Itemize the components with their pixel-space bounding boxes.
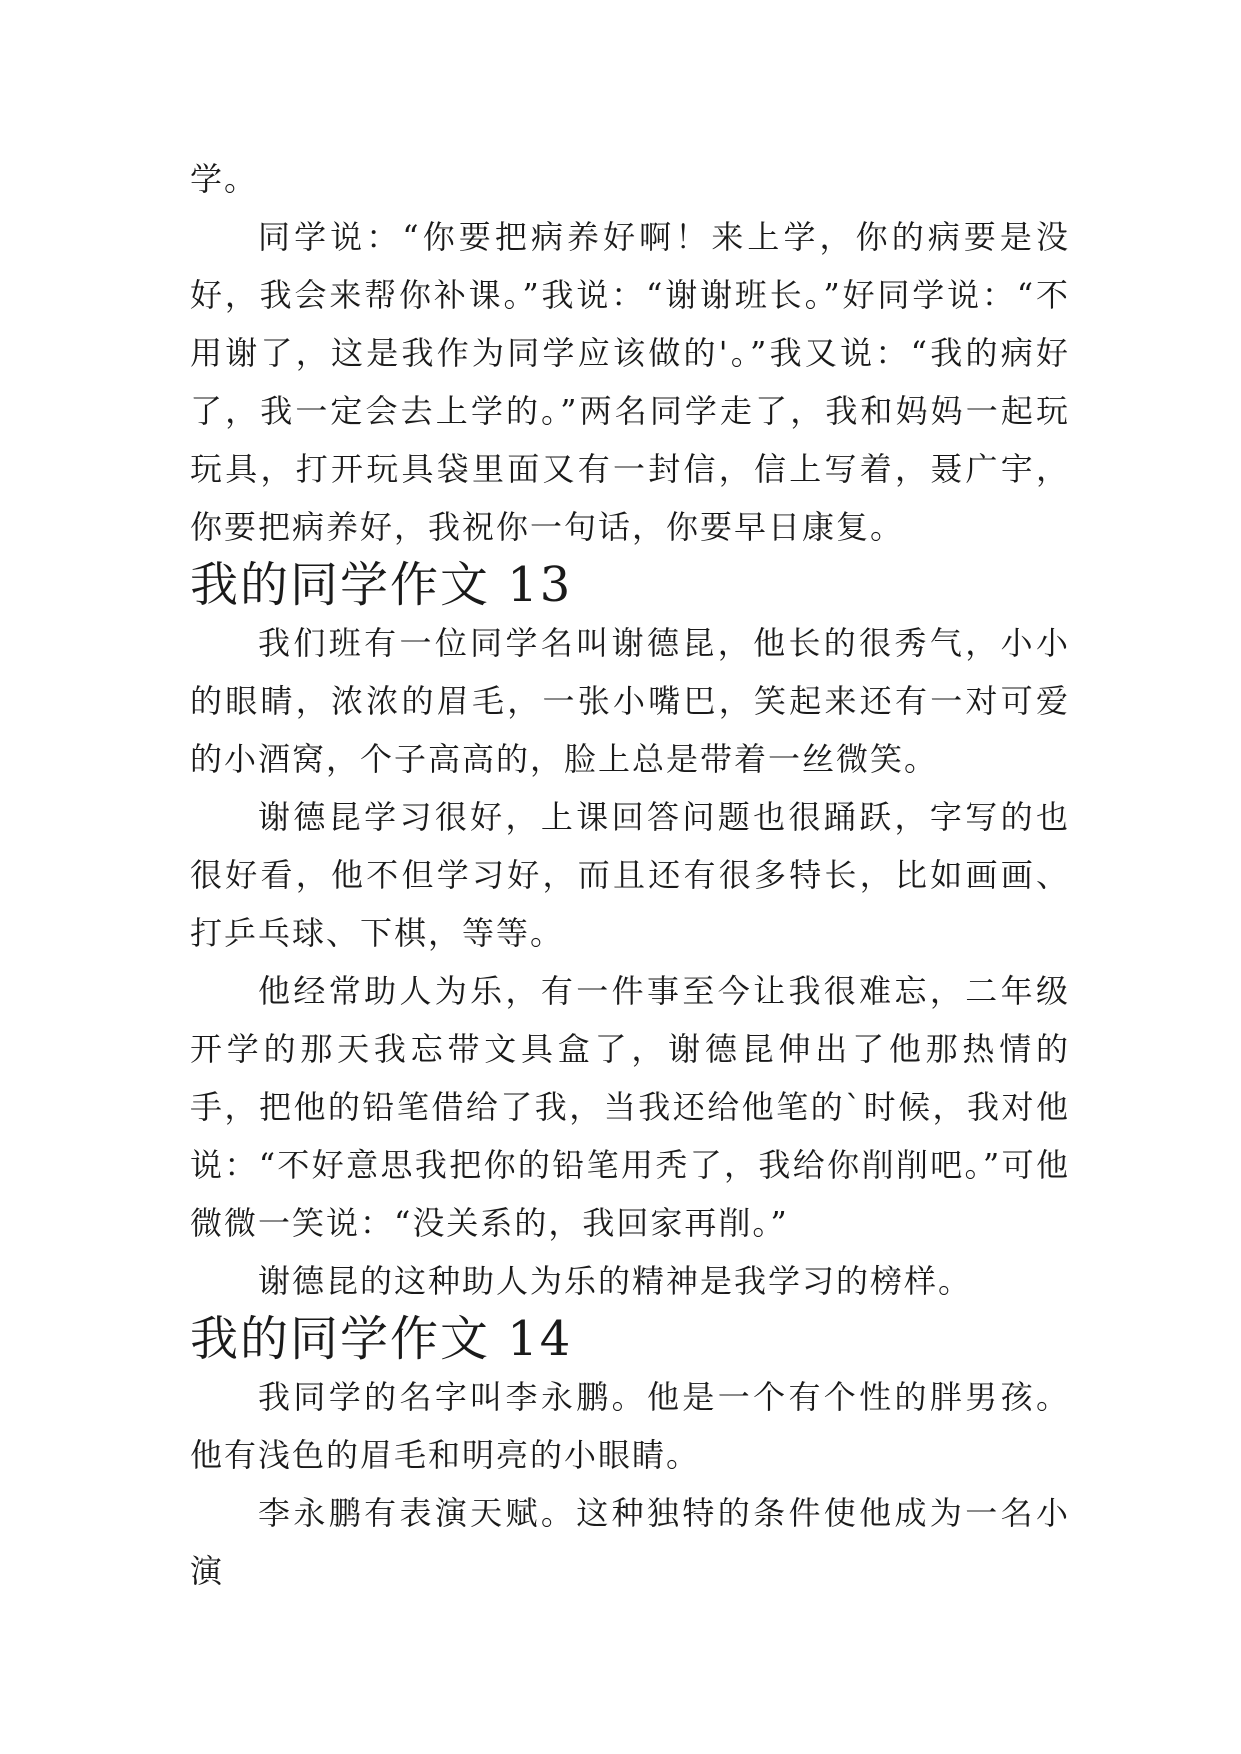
paragraph-description: 我们班有一位同学名叫谢德昆，他长的很秀气，小小的眼睛，浓浓的眉毛，一张小嘴巴，笑起来还有一对可爱的小酒窝，个子高高的，脸上总是带着一丝微笑。 <box>190 624 1070 778</box>
paragraph-dialogue: 同学说：“你要把病养好啊！来上学，你的病要是没好，我会来帮你补课。”我说：“谢谢班长。”好同学说：“不用谢了，这是我作为同学应该做的'。”我又说：“我的病好了，我一定会去上学的。”两名同学走了，我和妈妈一起玩玩具，打开玩具袋里面又有一封信，信上写着，聂广宇，你要把病养好，我祝你一句话，你要早日康复。 <box>190 218 1070 546</box>
paragraph-talent: 李永鹏有表演天赋。这种独特的条件使他成为一名小演 <box>190 1494 1070 1590</box>
paragraph-continuation: 学。 <box>190 160 259 198</box>
document-page <box>190 150 1070 1600</box>
section-heading-14: 我的同学作文 14 <box>190 1311 573 1367</box>
paragraph-helping: 他经常助人为乐，有一件事至今让我很难忘，二年级开学的那天我忘带文具盒了，谢德昆伸出了他那热情的手，把他的铅笔借给了我，当我还给他笔的`时候，我对他说：“不好意思我把你的铅笔用秃了，我给你削削吧。”可他微微一笑说：“没关系的，我回家再削。” <box>190 972 1070 1242</box>
paragraph-introduction: 我同学的名字叫李永鹏。他是一个有个性的胖男孩。他有浅色的眉毛和明亮的小眼睛。 <box>190 1378 1070 1474</box>
paragraph-study: 谢德昆学习很好，上课回答问题也很踊跃，字写的也很好看，他不但学习好，而且还有很多特长，比如画画、打乒乓球、下棋，等等。 <box>190 798 1070 952</box>
paragraph-role-model: 谢德昆的这种助人为乐的精神是我学习的榜样。 <box>258 1262 973 1300</box>
section-heading-13: 我的同学作文 13 <box>190 557 573 613</box>
